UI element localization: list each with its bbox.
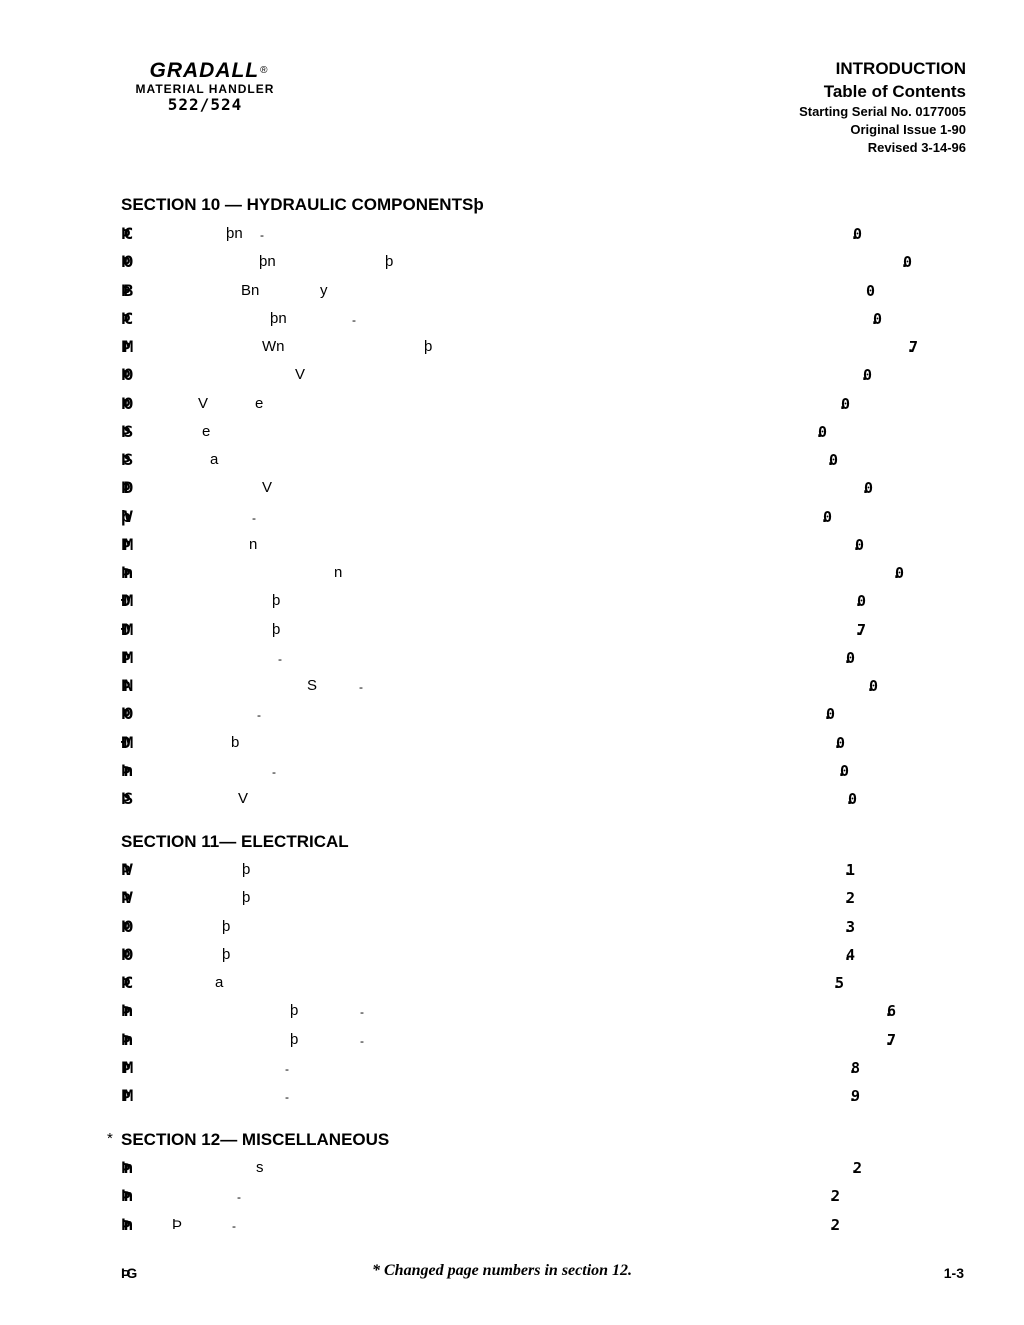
toc-entry-fragment: e xyxy=(202,422,211,440)
section-heading-text: SECTION 11— ELECTRICAL xyxy=(121,832,349,851)
toc-entry-fragment: þ xyxy=(272,620,281,638)
toc-entry-page: .0 xyxy=(815,422,822,441)
toc-entry[interactable] xyxy=(0,758,1024,786)
toc-entry[interactable] xyxy=(0,306,1024,334)
toc-entry[interactable] xyxy=(0,701,1024,729)
toc-entry-fragment: þn xyxy=(259,253,276,271)
toc-entry-fragment: V xyxy=(262,479,273,497)
toc-entry-page: .0 xyxy=(900,253,907,272)
logo-brand-text: GRADALL xyxy=(149,59,260,82)
toc-entry-code: ÞB xyxy=(121,280,127,300)
toc-entry-fragment: n xyxy=(249,535,258,553)
registered-mark: ® xyxy=(260,65,269,76)
toc-entry-dash: - xyxy=(285,1061,289,1076)
toc-entry-code: ÐM xyxy=(121,591,127,611)
toc-entry-code: Þn xyxy=(121,1158,127,1177)
toc-entry-dash: - xyxy=(360,1033,364,1048)
toc-entry-fragment: V xyxy=(238,790,249,807)
toc-entry-code: þV xyxy=(121,506,127,526)
toc-entry-fragment: þ xyxy=(385,253,394,271)
toc-entry-code: Þn xyxy=(121,760,127,780)
toc-entry-fragment: Þ xyxy=(172,1215,183,1233)
toc-entry-code: ÞO xyxy=(121,365,127,385)
toc-entry-fragment: þ xyxy=(222,945,231,963)
toc-entry-page: .4 xyxy=(843,945,850,964)
toc-entry-code: Þn xyxy=(121,1214,127,1234)
toc-entry-page: .2 xyxy=(850,1159,857,1177)
toc-entry-dash: - xyxy=(252,510,256,525)
toc-entry-dash: - xyxy=(257,708,261,723)
toc-entry-code: ÞS xyxy=(121,450,127,469)
toc-entry[interactable] xyxy=(0,475,1024,503)
toc-entry-page: .0 xyxy=(837,761,844,780)
toc-entry[interactable] xyxy=(0,447,1024,475)
page-header xyxy=(799,57,966,157)
toc-entry-fragment: y xyxy=(320,281,328,299)
toc-entry[interactable] xyxy=(0,914,1024,942)
toc-entry-code: ÞM xyxy=(121,1086,127,1105)
toc-entry[interactable] xyxy=(0,1055,1024,1083)
section-heading xyxy=(121,832,349,852)
toc-entry-fragment: Wn xyxy=(262,338,285,355)
toc-entry-page: .0 xyxy=(852,535,859,554)
toc-entry-code: Þn xyxy=(121,1001,127,1021)
section-heading xyxy=(107,1130,390,1150)
toc-entry-code: ÞS xyxy=(121,789,127,808)
logo-subtitle: MATERIAL HANDLER xyxy=(135,82,275,96)
toc-entry-code: ÞM xyxy=(121,647,127,667)
toc-entry[interactable] xyxy=(0,504,1024,532)
toc-entry[interactable] xyxy=(0,730,1024,758)
toc-entry-fragment: S xyxy=(307,677,318,694)
toc-entry[interactable] xyxy=(0,970,1024,998)
toc-entry-fragment: s xyxy=(256,1159,264,1176)
toc-entry-page: .7 xyxy=(854,620,861,639)
toc-entry-code: ÞM xyxy=(121,337,127,356)
toc-entry[interactable] xyxy=(0,221,1024,249)
toc-entry[interactable] xyxy=(0,998,1024,1026)
toc-entry-fragment: n xyxy=(334,564,343,581)
toc-entry[interactable] xyxy=(0,786,1024,814)
toc-entry-page: .0 xyxy=(850,225,857,243)
section-heading-trail: þ xyxy=(473,195,478,214)
toc-entry-dash: - xyxy=(237,1190,241,1205)
toc-entry-code: ÞO xyxy=(121,393,127,413)
header-revised: Revised 3-14-96 xyxy=(867,140,966,155)
toc-entry[interactable] xyxy=(0,532,1024,560)
toc-entry-dash: - xyxy=(285,1090,289,1104)
toc-entry-page: .0 xyxy=(838,394,845,413)
toc-entry-page: .0 xyxy=(861,479,868,498)
toc-entry-fragment: V xyxy=(295,366,306,384)
toc-entry[interactable] xyxy=(0,857,1024,885)
toc-entry-fragment: þ xyxy=(290,1002,299,1020)
footer-note: * Changed page numbers in section 12. xyxy=(372,1262,633,1279)
toc-entry[interactable] xyxy=(0,617,1024,645)
toc-entry-code: ÞC xyxy=(121,308,127,328)
toc-entry-page: .0 xyxy=(854,592,861,611)
footer-left-code: ÞG xyxy=(121,1265,134,1281)
toc-entry-fragment: e xyxy=(255,394,264,412)
section-heading xyxy=(121,195,478,215)
toc-entry-fragment: þn xyxy=(226,225,243,242)
toc-entry-page: .0 xyxy=(833,733,840,752)
toc-entry[interactable] xyxy=(0,362,1024,390)
header-title: INTRODUCTION xyxy=(835,59,966,78)
toc-entry[interactable] xyxy=(0,673,1024,701)
toc-entry-page: .5 xyxy=(832,974,839,992)
toc-entry-page: .0 xyxy=(892,564,899,582)
toc-entry-fragment: þ xyxy=(242,889,251,907)
toc-entry-code: ÞC xyxy=(121,973,127,992)
toc-entry-page: .2 xyxy=(843,889,850,908)
toc-entry-page: .0 xyxy=(826,451,833,469)
toc-entry-code: ÞM xyxy=(121,534,127,554)
toc-entry-page: .7 xyxy=(906,338,913,356)
toc-entry-page: .7 xyxy=(884,1030,891,1049)
toc-entry-page: .0 xyxy=(823,705,830,724)
toc-entry-fragment: þ xyxy=(290,1030,299,1048)
toc-entry-fragment: þ xyxy=(242,861,251,878)
logo-model: 522/524 xyxy=(167,95,243,114)
toc-entry[interactable] xyxy=(0,1083,1024,1111)
toc-entry[interactable] xyxy=(0,391,1024,419)
toc-entry[interactable] xyxy=(0,334,1024,362)
page-number: 1-3 xyxy=(943,1265,964,1281)
toc-entry[interactable] xyxy=(0,942,1024,970)
toc-entry-code: ÞV xyxy=(121,860,127,879)
toc-entry-fragment: Bn xyxy=(241,281,260,299)
section-heading-text: SECTION 10 — HYDRAULIC COMPONENTS xyxy=(121,195,474,214)
toc-entry[interactable] xyxy=(0,1155,1024,1183)
toc-entry-page: .8 xyxy=(848,1058,855,1077)
toc-entry[interactable] xyxy=(0,885,1024,913)
toc-entry-code: ÞN xyxy=(121,676,127,695)
toc-entry-code: ÐM xyxy=(121,619,127,639)
header-serial: Starting Serial No. 0177005 xyxy=(799,104,966,119)
toc-entry-page: .1 xyxy=(843,861,850,879)
toc-entry[interactable] xyxy=(0,1183,1024,1211)
toc-entry-fragment: þ xyxy=(424,338,433,355)
toc-entry-fragment: þ xyxy=(272,592,281,610)
toc-entry-fragment: a xyxy=(210,451,219,468)
header-issue: Original Issue 1-90 xyxy=(850,122,966,137)
toc-entry[interactable] xyxy=(0,419,1024,447)
toc-entry-page: .0 xyxy=(843,648,850,667)
changed-marker: * xyxy=(107,1130,113,1147)
toc-entry-code: Þn xyxy=(121,563,127,582)
toc-entry-code: ÞS xyxy=(121,421,127,441)
toc-entry-code: ÞO xyxy=(121,916,127,936)
toc-entry-dash: - xyxy=(232,1218,236,1233)
toc-entry-code: ÞO xyxy=(121,704,127,724)
toc-entry-code: ÞV xyxy=(121,888,127,908)
header-subtitle: Table of Contents xyxy=(823,82,966,101)
toc-entry-page: .2 xyxy=(828,1187,835,1206)
toc-entry[interactable] xyxy=(0,278,1024,306)
toc-entry-code: ÞD xyxy=(121,478,127,498)
toc-entry-fragment: a xyxy=(215,974,224,991)
logo-brand xyxy=(124,60,294,82)
toc-entry-page: 0 xyxy=(866,281,870,300)
toc-entry-fragment: þ xyxy=(222,917,231,935)
toc-entry-page: .2 xyxy=(828,1215,835,1234)
toc-entry-fragment: V xyxy=(198,394,209,412)
toc-entry[interactable] xyxy=(0,560,1024,588)
toc-entry[interactable] xyxy=(0,1027,1024,1055)
toc-entry-dash: - xyxy=(359,680,363,694)
toc-entry-code: ÞO xyxy=(121,944,127,964)
toc-entry-page: .6 xyxy=(884,1002,891,1021)
toc-entry-page: .3 xyxy=(843,917,850,936)
toc-entry-page: .0 xyxy=(870,309,877,328)
toc-entry-dash: - xyxy=(272,764,276,779)
toc-entry-dash: - xyxy=(260,228,264,242)
toc-entry-fragment: b xyxy=(231,733,240,751)
toc-entry[interactable] xyxy=(0,1212,1024,1240)
toc-entry-code: Þn xyxy=(121,1186,127,1206)
toc-entry-fragment: þn xyxy=(270,309,287,327)
gradall-logo xyxy=(120,60,290,113)
toc-entry-page: .9 xyxy=(848,1087,855,1105)
toc-entry-page: .0 xyxy=(845,790,852,808)
toc-entry-dash: - xyxy=(352,312,356,327)
toc-entry-page: .0 xyxy=(820,507,827,526)
toc-entry-code: ÞO xyxy=(121,252,127,272)
toc-entry-dash: - xyxy=(278,651,282,666)
toc-entry-dash: - xyxy=(360,1005,364,1020)
toc-entry-page: .0 xyxy=(866,677,873,695)
toc-entry[interactable] xyxy=(0,249,1024,277)
toc-entry-code: ÞM xyxy=(121,1057,127,1077)
toc-entry-page: .0 xyxy=(860,366,867,385)
toc-entry-code: ÐM xyxy=(121,732,127,752)
toc-entry-code: ÞC xyxy=(121,224,127,243)
section-heading-text: SECTION 12— MISCELLANEOUS xyxy=(121,1130,390,1149)
toc-entry-code: Þn xyxy=(121,1029,127,1049)
toc-entry[interactable] xyxy=(0,588,1024,616)
toc-entry[interactable] xyxy=(0,645,1024,673)
